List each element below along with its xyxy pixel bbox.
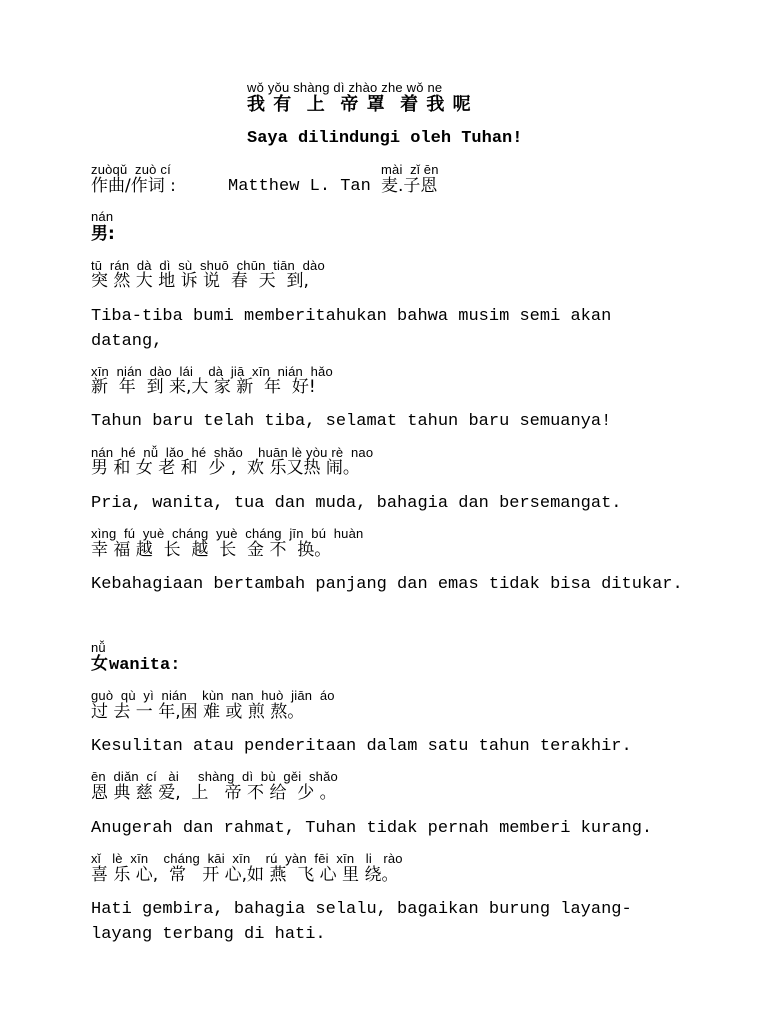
credits-pinyin-left: zuòqǔ zuò cí [91, 162, 171, 177]
male-label: 男: [91, 224, 115, 244]
female-line-1-chinese: 过 去 一 年,困 难 或 煎 熬。 [91, 702, 305, 722]
female-line-3-translation: Hati gembira, bahagia selalu, bagaikan burung layang- layang terbang di hati. [91, 900, 632, 944]
female-label-chinese: 女 [91, 654, 108, 674]
male-line-2-pinyin: xīn nián dào lái dà jiā xīn nián hǎo [91, 364, 333, 379]
female-line-2-pinyin: ēn diǎn cí ài shàng dì bù gěi shǎo [91, 769, 338, 784]
title-chinese: 我 有 上 帝 罩 着 我 呢 [247, 94, 472, 115]
female-line-1-pinyin: guò qù yì nián kùn nan huò jiān áo [91, 688, 335, 703]
female-line-1-translation: Kesulitan atau penderitaan dalam satu tahun terakhir. [91, 737, 632, 756]
title-indonesian: Saya dilindungi oleh Tuhan! [247, 129, 523, 148]
credits-author-name: Matthew L. Tan [228, 177, 371, 196]
credits-author-chinese-name: 麦.子恩 [381, 176, 438, 196]
male-line-2-translation: Tahun baru telah tiba, selamat tahun baru semuanya! [91, 412, 612, 431]
male-line-4-pinyin: xìng fú yuè cháng yuè cháng jīn bú huàn [91, 526, 364, 541]
female-label-indonesian: wanita: [109, 656, 181, 675]
credits-pinyin-right: mài zǐ ēn [381, 162, 439, 177]
male-line-2-chinese: 新 年 到 来,大 家 新 年 好! [91, 377, 316, 397]
female-line-2-translation: Anugerah dan rahmat, Tuhan tidak pernah memberi kurang. [91, 819, 653, 838]
male-line-3-pinyin: nán hé nǚ lǎo hé shǎo huān lè yòu rè nao [91, 445, 374, 460]
title-pinyin: wǒ yǒu shàng dì zhào zhe wǒ ne [247, 80, 443, 95]
male-line-1-pinyin: tū rán dà dì sù shuō chūn tiān dào [91, 258, 325, 273]
female-line-2-chinese: 恩 典 慈 爱, 上 帝 不 给 少 。 [91, 783, 337, 803]
male-line-4-translation: Kebahagiaan bertambah panjang dan emas tidak bisa ditukar. [91, 575, 683, 594]
female-line-3-chinese: 喜 乐 心, 常 开 心,如 燕 飞 心 里 绕。 [91, 865, 399, 885]
male-line-4-chinese: 幸 福 越 长 越 长 金 不 换。 [91, 540, 332, 560]
male-label-pinyin: nán [91, 209, 114, 224]
credits-label: 作曲/作词 : [91, 176, 176, 196]
male-line-3-translation: Pria, wanita, tua dan muda, bahagia dan bersemangat. [91, 494, 622, 513]
male-line-3-chinese: 男 和 女 老 和 少 , 欢 乐又热 闹。 [91, 458, 360, 478]
male-line-1-chinese: 突 然 大 地 诉 说 春 天 到, [91, 271, 309, 291]
female-label-pinyin: nǚ [91, 640, 106, 655]
male-line-1-translation: Tiba-tiba bumi memberitahukan bahwa musim semi akan datang, [91, 307, 612, 351]
female-line-3-pinyin: xǐ lè xīn cháng kāi xīn rú yàn fēi xīn li rào [91, 851, 403, 866]
